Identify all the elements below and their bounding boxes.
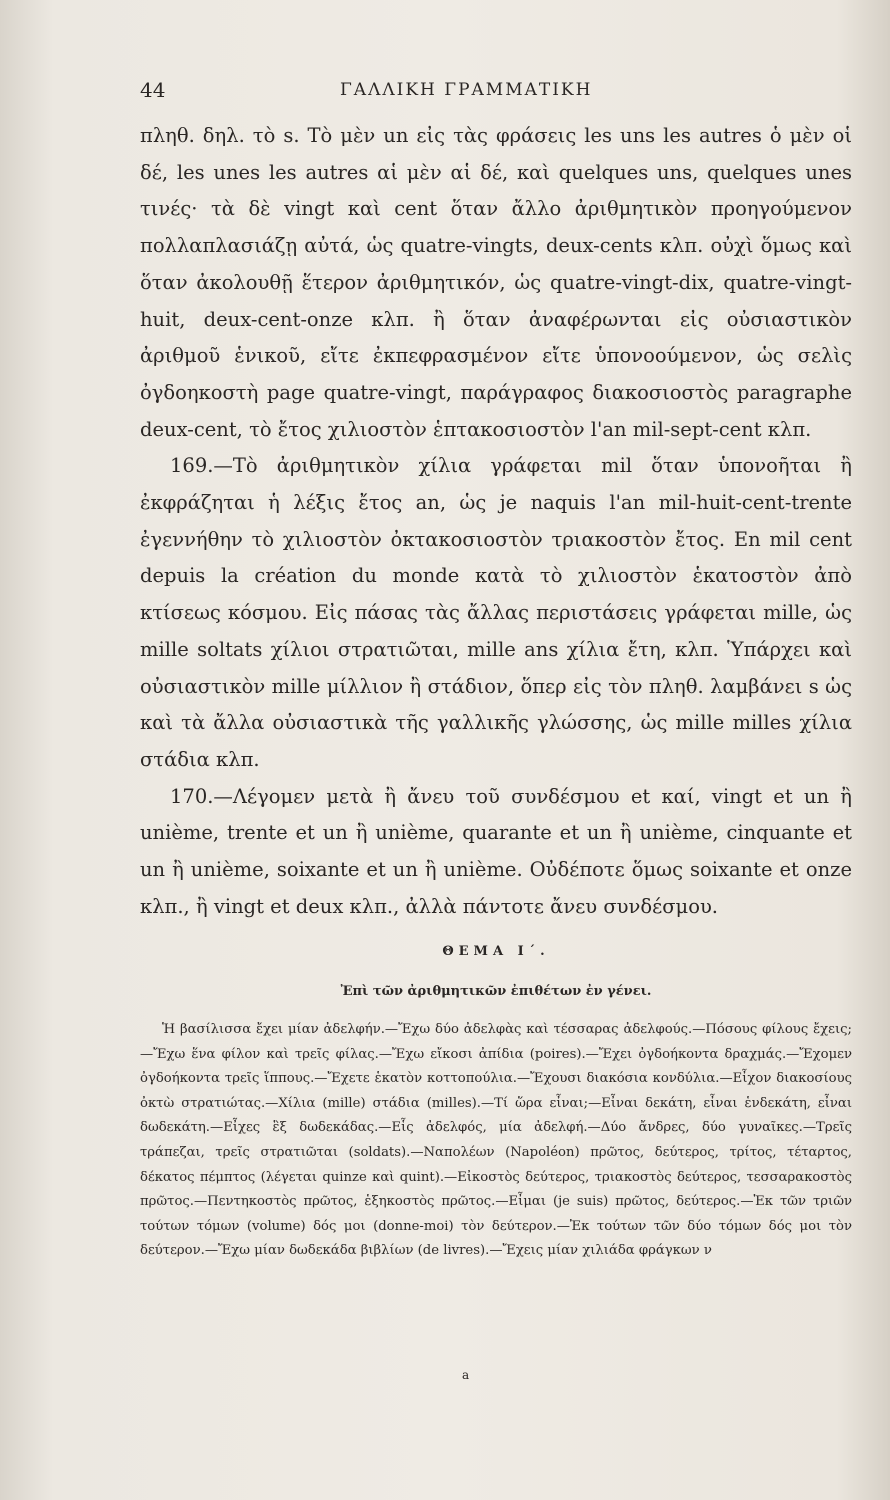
exercise-subheading: Ἐπὶ τῶν ἀριθμητικῶν ἐπιθέτων ἐν γένει.: [340, 984, 652, 999]
exercise-heading: ΘΕΜΑ Ι΄.: [442, 944, 550, 959]
paragraph-169: 169.—Τὸ ἀριθμητικὸν χίλια γράφεται mil ὅταν ὑπονοῆται ἢ ἐκφράζηται ἡ λέξις ἔτος an, ὡς je naquis l'an mil-huit-cent-trente ἐγεννήθην τὸ χιλιοστὸν ὀκτακοσιοστὸν τριακοστὸν ἔτος. En mil cent depuis la création du monde κατὰ τὸ χιλιοστὸν ἑκατοστὸν ἀπὸ κτίσεως κόσμου. Εἰς πάσας τὰς ἄλλας περιστάσεις γράφεται mille, ὡς mille soltats χίλιοι στρατιῶται, mille ans χίλια ἔτη, κλπ. Ὑπάρχει καὶ οὐσιαστικὸν mille μίλλιον ἢ στάδιον, ὅπερ εἰς τὸν πληθ. λαμβάνει s ὡς καὶ τὰ ἄλλα οὐσιαστικὰ τῆς γαλλικῆς γλώσσης, ὡς mille milles χίλια στάδια κλπ.: [140, 454, 852, 771]
paragraph-continued: πληθ. δηλ. τὸ s. Τὸ μὲν un εἰς τὰς φράσεις les uns les autres ὁ μὲν οἱ δέ, les unes les autres αἱ μὲν αἱ δέ, καὶ quelques uns, quelques unes τινές· τὰ δὲ vingt καὶ cent ὅταν ἄλλο ἀριθμητικὸν προηγούμενον πολλαπλασιάζῃ αὐτά, ὡς quatre-vingts, deux-cents κλπ. οὐχὶ ὅμως καὶ ὅταν ἀκολουθῇ ἕτερον ἀριθμητικόν, ὡς quatre-vingt-dix, quatre-vingt-huit, deux-cent-onze κλπ. ἢ ὅταν ἀναφέρωνται εἰς οὐσιαστικὸν ἀριθμοῦ ἑνικοῦ, εἴτε ἐκπεφρασμένον εἴτε ὑπονοούμενον, ὡς σελὶς ὀγδοηκοστὴ page quatre-vingt, παράγραφος διακοσιοστὸς paragraphe deux-cent, τὸ ἔτος χιλιοστὸν ἑπτακοσιοστὸν l'an mil-sept-cent κλπ.: [140, 124, 852, 441]
exercise-text-block: [140, 1018, 852, 1264]
signature-mark: a: [462, 1368, 470, 1382]
running-title: ΓΑΛΛΙΚΗ ΓΡΑΜΜΑΤΙΚΗ: [340, 80, 593, 100]
paragraph-170: 170.—Λέγομεν μετὰ ἢ ἄνευ τοῦ συνδέσμου et καί, vingt et un ἢ unième, trente et un ἢ unième, quarante et un ἢ unième, cinquante et un ἢ unième, soixante et un ἢ unième. Οὐδέποτε ὅμως soixante et onze κλπ., ἢ vingt et deux κλπ., ἀλλὰ πάντοτε ἄνευ συνδέσμου.: [140, 784, 852, 918]
main-text: [140, 118, 852, 925]
page-number: 44: [140, 78, 166, 102]
exercise-text: Ἡ βασίλισσα ἔχει μίαν ἀδελφήν.—Ἔχω δύο ἀδελφὰς καὶ τέσσαρας ἀδελφούς.—Πόσους φίλους ἔχεις;—Ἔχω ἕνα φίλον καὶ τρεῖς φίλας.—Ἔχω εἴκοσι ἀπίδια (poires).—Ἔχει ὀγδοήκοντα δραχμάς.—Ἔχομεν ὀγδοήκοντα τρεῖς ἵππους.—Ἔχετε ἑκατὸν κοττοπούλια.—Ἔχουσι διακόσια κονδύλια.—Εἶχον διακοσίους ὀκτὼ στρατιώτας.—Χίλια (mille) στάδια (milles).—Τί ὥρα εἶναι;—Εἶναι δεκάτη, εἶναι ἑνδεκάτη, εἶναι δωδεκάτη.—Εἶχες ἓξ δωδεκάδας.—Εἷς ἀδελφός, μία ἀδελφή.—Δύο ἄνδρες, δύο γυναῖκες.—Τρεῖς τράπεζαι, τρεῖς στρατιῶται (soldats).—Ναπολέων (Napoléon) πρῶτος, δεύτερος, τρίτος, τέταρτος, δέκατος πέμπτος (λέγεται quinze καὶ quint).—Εἰκοστὸς δεύτερος, τριακοστὸς δεύτερος, τεσσαρακοστὸς πρῶτος.—Πεντηκοστὸς πρῶτος, ἑξηκοστὸς πρῶτος.—Εἶμαι (je suis) πρῶτος, δεύτερος.—Ἐκ τῶν τριῶν τούτων τόμων (volume) δός μοι (donne-moi) τὸν δεύτερον.—Ἐκ τούτων τῶν δύο τόμων δός μοι τὸν δεύτερον.—Ἔχω μίαν δωδεκάδα βιβλίων (de livres).—Ἔχεις μίαν χιλιάδα φράγκων ν: [140, 1022, 852, 1259]
page-header: [140, 78, 660, 108]
